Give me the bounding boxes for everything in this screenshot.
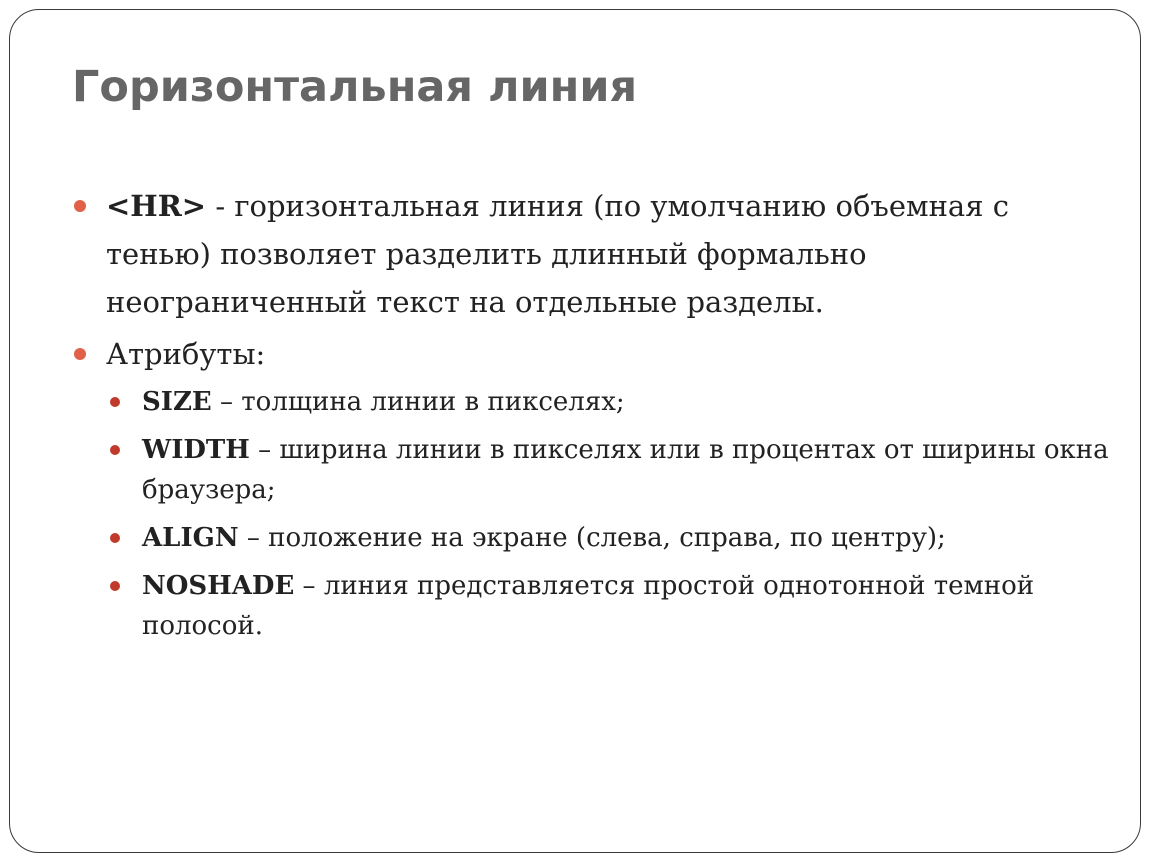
attribute-name: NOSHADE xyxy=(142,571,295,601)
sub-bullet-dot-icon xyxy=(110,581,120,591)
slide-title: Горизонтальная линия xyxy=(72,62,638,112)
hr-tag-label: <HR> xyxy=(106,189,207,223)
attribute-desc: – ширина линии в пикселях или в процентах от ширины окна браузера; xyxy=(142,435,1109,505)
attribute-noshade xyxy=(106,566,1112,646)
attribute-name: ALIGN xyxy=(142,523,239,553)
sub-bullet-dot-icon xyxy=(110,533,120,543)
attribute-desc: – толщина линии в пикселях; xyxy=(211,387,625,417)
bullet-attributes xyxy=(72,330,1112,646)
bullet-dot-icon xyxy=(74,200,86,212)
bullet-list xyxy=(72,182,1112,646)
attribute-align xyxy=(106,518,1112,558)
attributes-list xyxy=(106,382,1112,646)
attribute-width xyxy=(106,430,1112,510)
attribute-desc: – линия представляется простой однотонной темной полосой. xyxy=(142,571,1035,641)
attributes-heading: Атрибуты: xyxy=(106,337,266,371)
attribute-name: SIZE xyxy=(142,387,212,417)
sub-bullet-dot-icon xyxy=(110,445,120,455)
hr-description-text: - горизонтальная линия (по умолчанию объемная с тенью) позволяет разделить длинный формально неограниченный текст на отдельные разделы. xyxy=(106,189,1009,319)
bullet-dot-icon xyxy=(74,348,86,360)
slide-frame xyxy=(9,9,1141,853)
bullet-hr-description xyxy=(72,182,1112,326)
sub-bullet-dot-icon xyxy=(110,397,120,407)
attribute-size xyxy=(106,382,1112,422)
attribute-name: WIDTH xyxy=(142,435,250,465)
attribute-desc: – положение на экране (слева, справа, по центру); xyxy=(238,523,946,553)
slide-content xyxy=(72,182,1112,654)
